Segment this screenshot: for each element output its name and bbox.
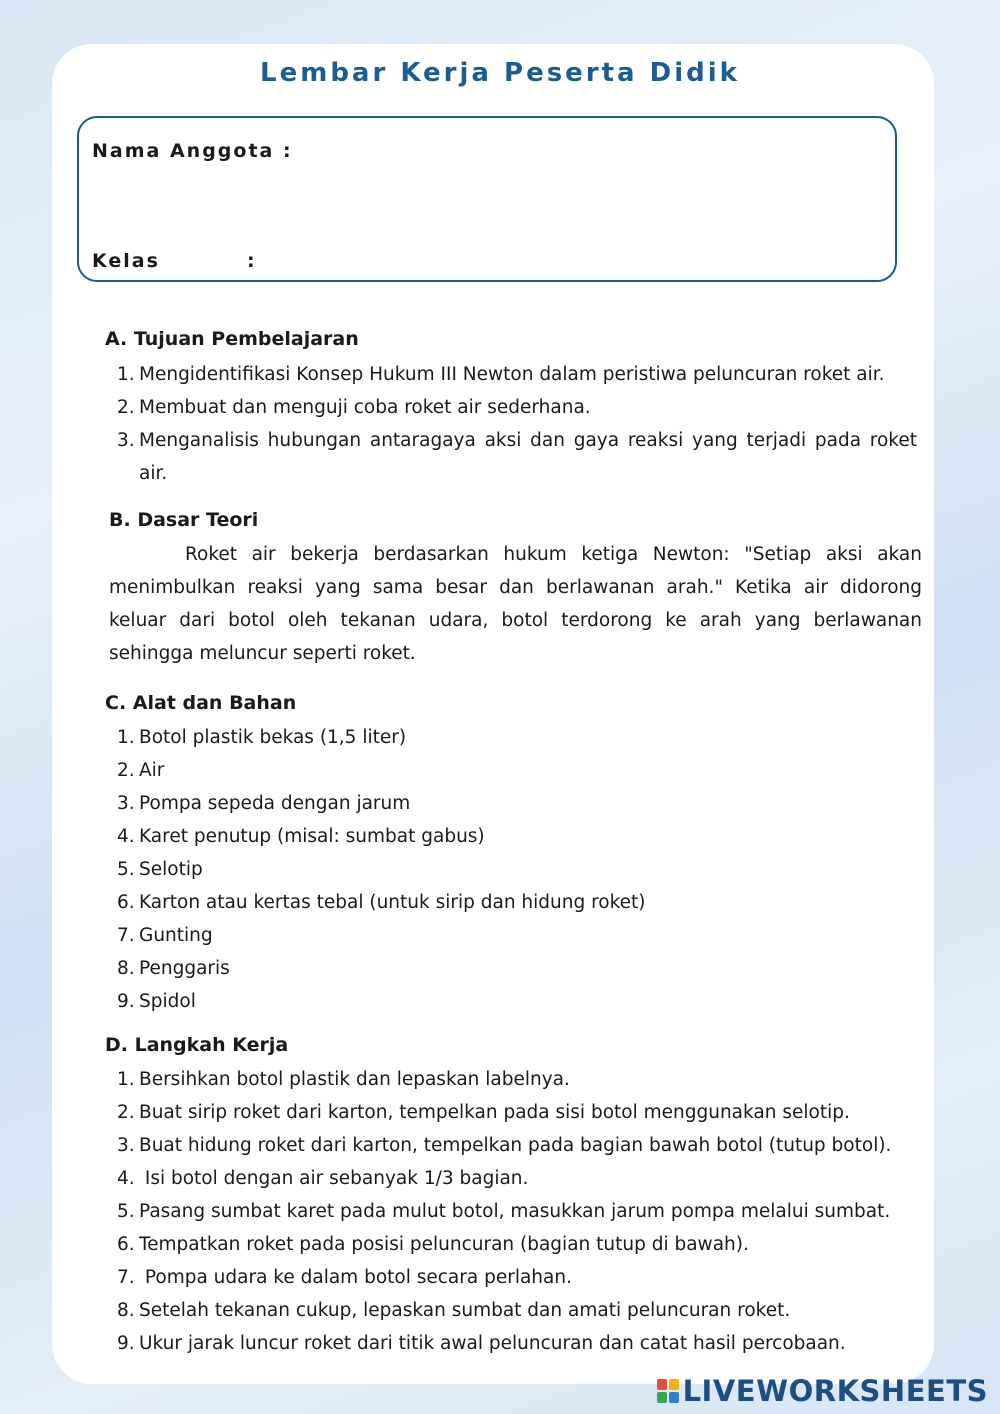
section-c-list (117, 721, 646, 1018)
list-item: 5. Selotip (117, 859, 203, 880)
theory-paragraph: Roket air bekerja berdasarkan hukum ketiga Newton: "Setiap aksi akan menimbulkan reaksi yang sama besar dan berlawanan arah." Ketika air didorong keluar dari botol oleh tekanan udara, botol terdorong ke arah yang berlawanan sehingga meluncur seperti roket. (109, 544, 922, 664)
list-item: 2. Air (117, 760, 165, 781)
list-item: 8. Setelah tekanan cukup, lepaskan sumbat dan amati peluncuran roket. (117, 1300, 791, 1321)
section-a-list (117, 358, 917, 490)
identity-box (77, 116, 897, 282)
list-item: 9. Ukur jarak luncur roket dari titik awal peluncuran dan catat hasil percobaan. (117, 1333, 846, 1354)
liveworksheets-logo-icon (657, 1379, 679, 1403)
list-item: 4. Isi botol dengan air sebanyak 1/3 bagian. (117, 1168, 529, 1189)
section-d-list (117, 1063, 891, 1360)
list-item: 6. Tempatkan roket pada posisi peluncuran (bagian tutup di bawah). (117, 1234, 749, 1255)
list-item: 3. Menganalisis hubungan antaragaya aksi dan gaya reaksi yang terjadi pada roket air. (117, 430, 917, 484)
list-item: 2. Membuat dan menguji coba roket air sederhana. (117, 397, 591, 418)
list-item: 7. Pompa udara ke dalam botol secara perlahan. (117, 1267, 572, 1288)
list-item: 3. Buat hidung roket dari karton, tempelkan pada bagian bawah botol (tutup botol). (117, 1135, 892, 1156)
nama-anggota-label: Nama Anggota : (92, 140, 293, 162)
section-b-heading: B. Dasar Teori (109, 509, 259, 531)
list-item: 1. Botol plastik bekas (1,5 liter) (117, 727, 407, 748)
list-item: 2. Buat sirip roket dari karton, tempelkan pada sisi botol menggunakan selotip. (117, 1102, 850, 1123)
liveworksheets-wordmark: LIVEWORKSHEETS (682, 1374, 988, 1408)
list-item: 4. Karet penutup (misal: sumbat gabus) (117, 826, 485, 847)
kelas-label: Kelas (92, 250, 160, 272)
list-item: 1. Bersihkan botol plastik dan lepaskan labelnya. (117, 1069, 570, 1090)
list-item: 6. Karton atau kertas tebal (untuk sirip dan hidung roket) (117, 892, 646, 913)
worksheet-title: Lembar Kerja Peserta Didik (260, 58, 740, 88)
section-c-heading: C. Alat dan Bahan (105, 692, 297, 714)
list-item: 3. Pompa sepeda dengan jarum (117, 793, 411, 814)
section-d-heading: D. Langkah Kerja (105, 1034, 289, 1056)
kelas-colon: : (247, 250, 257, 272)
list-item: 7. Gunting (117, 925, 213, 946)
list-item: 9. Spidol (117, 991, 196, 1012)
list-item: 1. Mengidentifikasi Konsep Hukum III Newton dalam peristiwa peluncuran roket air. (117, 364, 885, 385)
list-item: 5. Pasang sumbat karet pada mulut botol, masukkan jarum pompa melalui sumbat. (117, 1201, 891, 1222)
liveworksheets-brand[interactable] (657, 1374, 988, 1408)
section-a-heading: A. Tujuan Pembelajaran (105, 328, 359, 350)
list-item: 8. Penggaris (117, 958, 230, 979)
